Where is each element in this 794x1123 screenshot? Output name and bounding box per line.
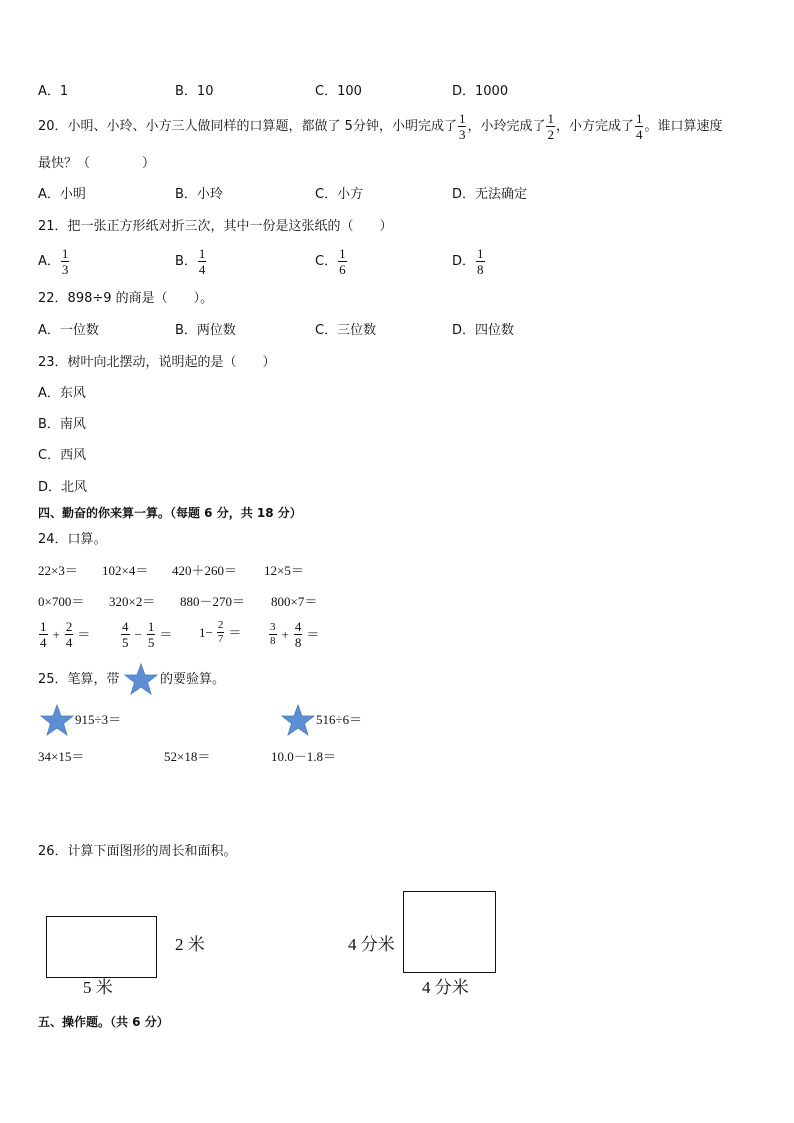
q23-option-b: B．南风 bbox=[38, 417, 86, 432]
star-icon bbox=[281, 704, 315, 736]
q20-fraction-xiaoming: $\frac{1}{3}$ bbox=[458, 111, 466, 142]
q25-starred-problem-1: 915÷3＝ bbox=[75, 712, 122, 727]
q22-option-b: B．两位数 bbox=[175, 323, 236, 338]
q23-question: 23．树叶向北摆动，说明起的是（ ） bbox=[38, 355, 276, 370]
q20-text-4: 。谁口算速度 bbox=[644, 119, 723, 134]
q20-text-1: 20．小明、小玲、小方三人做同样的口算题，都做了 5分钟，小明完成了 bbox=[38, 119, 457, 134]
q25-question-after: 的要验算。 bbox=[160, 672, 226, 687]
q24-row1-item1: 22×3＝ bbox=[38, 563, 78, 578]
q24-row3-expr1: $\frac{1}{4}$ + $\frac{2}{4}$ ＝ bbox=[40, 619, 91, 650]
q24-question: 24．口算。 bbox=[38, 532, 107, 547]
q25-problem-5: 10.0－1.8＝ bbox=[271, 749, 337, 764]
q22-option-c: C．三位数 bbox=[315, 323, 377, 338]
q24-row2-item4: 800×7＝ bbox=[271, 594, 318, 609]
q25-starred-problem-2: 516÷6＝ bbox=[316, 712, 363, 727]
q25-problem-3: 34×15＝ bbox=[38, 749, 85, 764]
q19-option-c: C．100 bbox=[315, 84, 362, 99]
q21-option-c: C． $\frac{1}{6}$ bbox=[315, 246, 346, 277]
q20-option-a: A．小明 bbox=[38, 187, 86, 202]
q20-fraction-xiaoling: $\frac{1}{2}$ bbox=[547, 111, 554, 142]
q21-option-b: B． $\frac{1}{4}$ bbox=[175, 246, 206, 277]
q25-question-before: 25．笔算，带 bbox=[38, 672, 120, 687]
q21-option-d: D． $\frac{1}{8}$ bbox=[452, 246, 484, 277]
square-figure bbox=[403, 891, 496, 973]
q25-problem-4: 52×18＝ bbox=[164, 749, 211, 764]
q23-option-a: A．东风 bbox=[38, 386, 86, 401]
q24-row3-expr4: $\frac{3}{8}$ + $\frac{4}{8}$ ＝ bbox=[270, 619, 320, 650]
section-4-title: 四、勤奋的你来算一算。（每题 6 分，共 18 分） bbox=[38, 506, 302, 520]
q24-row3-expr3: 1− $\frac{2}{7}$ ＝ bbox=[199, 619, 242, 645]
q23-option-d: D．北风 bbox=[38, 480, 88, 495]
q20-question-line2: 最快？（ ） bbox=[38, 156, 156, 171]
q21-option-a: A． $\frac{1}{3}$ bbox=[38, 246, 69, 277]
q22-option-d: D．四位数 bbox=[452, 323, 515, 338]
q20-question bbox=[38, 112, 723, 141]
q24-row2-item3: 880－270＝ bbox=[180, 594, 246, 609]
star-icon bbox=[124, 663, 158, 695]
q22-question: 22．898÷9 的商是（ ）。 bbox=[38, 291, 214, 306]
star-icon bbox=[40, 704, 74, 736]
q23-option-c: C．西风 bbox=[38, 448, 87, 463]
q20-text-3: ，小方完成了 bbox=[555, 119, 634, 134]
section-5-title: 五、操作题。（共 6 分） bbox=[38, 1015, 169, 1029]
rectangle-figure bbox=[46, 916, 157, 978]
q20-fraction-xiaofang: $\frac{1}{4}$ bbox=[635, 111, 643, 142]
q21-question: 21．把一张正方形纸对折三次，其中一份是这张纸的（ ） bbox=[38, 219, 393, 234]
q24-row1-item4: 12×5＝ bbox=[264, 563, 304, 578]
q19-option-d: D．1000 bbox=[452, 84, 509, 99]
q19-option-a: A．1 bbox=[38, 84, 69, 99]
q24-row1-item3: 420＋260＝ bbox=[172, 563, 238, 578]
q20-text-2: ，小玲完成了 bbox=[467, 119, 546, 134]
rectangle-width-label: 5 米 bbox=[83, 978, 113, 997]
q20-option-c: C．小方 bbox=[315, 187, 364, 202]
rectangle-height-label: 2 米 bbox=[175, 935, 205, 954]
q24-row2-item2: 320×2＝ bbox=[109, 594, 156, 609]
q20-option-d: D．无法确定 bbox=[452, 187, 528, 202]
q24-row2-item1: 0×700＝ bbox=[38, 594, 85, 609]
q22-option-a: A．一位数 bbox=[38, 323, 99, 338]
square-side-label: 4 分米 bbox=[348, 935, 395, 954]
q26-question: 26．计算下面图形的周长和面积。 bbox=[38, 844, 237, 859]
square-bottom-label: 4 分米 bbox=[422, 978, 469, 997]
q20-option-b: B．小玲 bbox=[175, 187, 223, 202]
q24-row3-expr2: $\frac{4}{5}$ − $\frac{1}{5}$ ＝ bbox=[122, 619, 173, 650]
q19-option-b: B．10 bbox=[175, 84, 214, 99]
q24-row1-item2: 102×4＝ bbox=[102, 563, 149, 578]
